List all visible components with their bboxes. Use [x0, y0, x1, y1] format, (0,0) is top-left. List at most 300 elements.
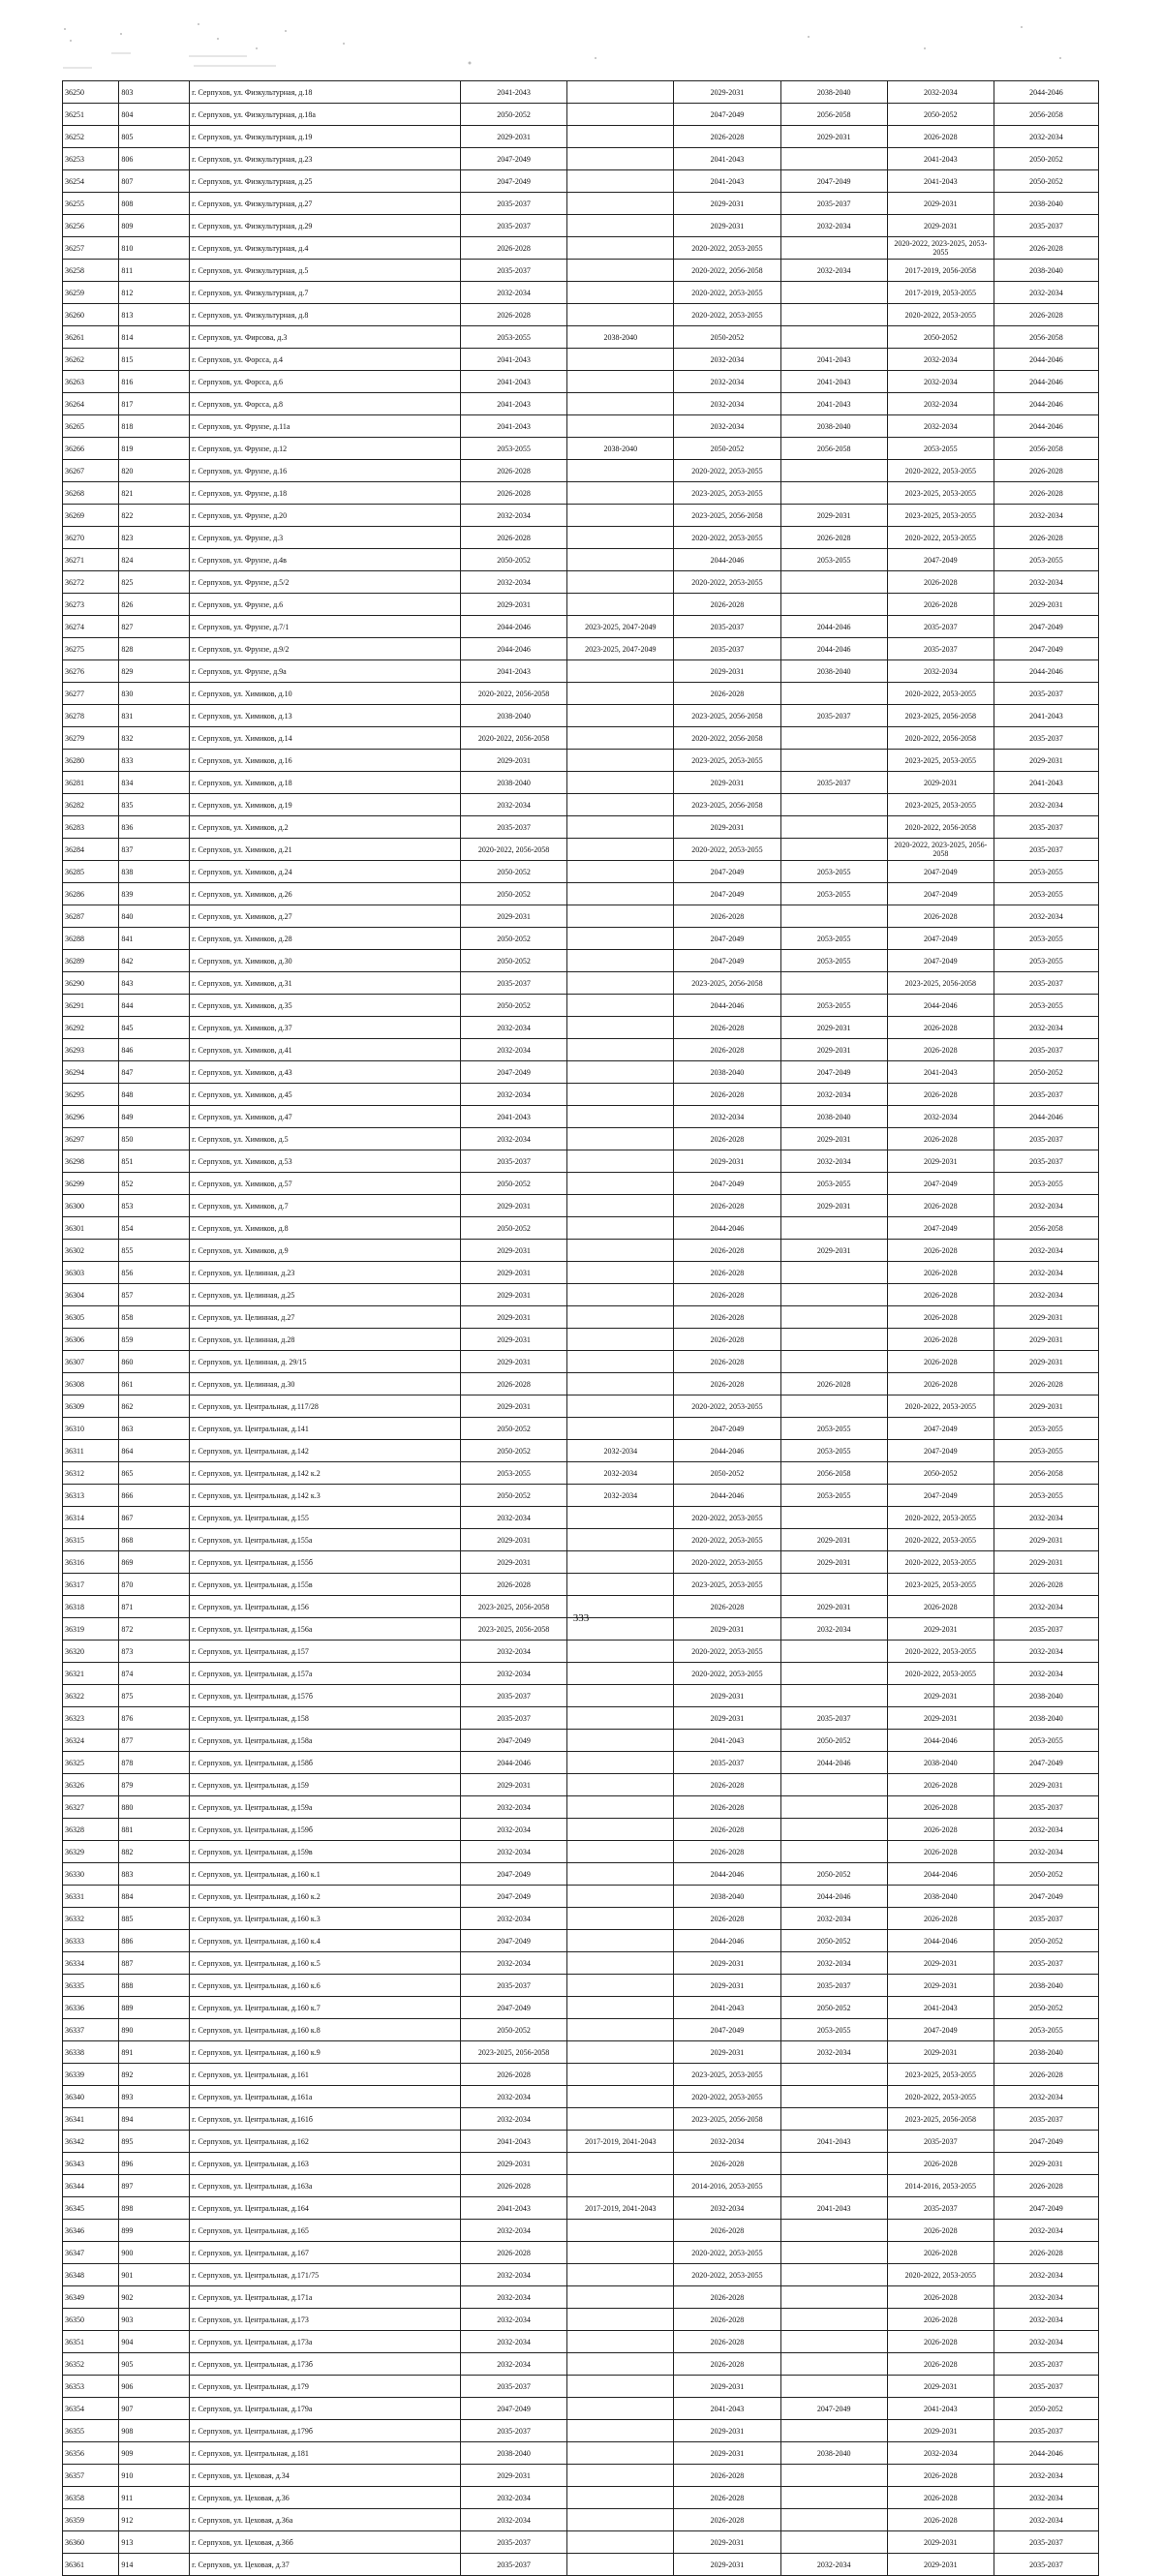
table-row — [63, 1262, 1099, 1284]
period-5-cell: 2029-2031 — [887, 772, 994, 794]
row-id-cell: 36261 — [63, 326, 119, 349]
period-5-cell: 2023-2025, 2053-2055 — [887, 2064, 994, 2086]
period-6-cell: 2026-2028 — [994, 2064, 1098, 2086]
address-cell: г. Серпухов, ул. Химиков, д.41 — [190, 1039, 461, 1061]
address-cell: г. Серпухов, ул. Химиков, д.35 — [190, 995, 461, 1017]
period-3-cell: 2026-2028 — [674, 2153, 780, 2175]
row-id-cell: 36297 — [63, 1128, 119, 1150]
period-2-cell — [567, 950, 674, 972]
period-2-cell — [567, 839, 674, 861]
table-row — [63, 594, 1099, 616]
period-3-cell: 2020-2022, 2053-2055 — [674, 282, 780, 304]
register-table-body — [63, 81, 1099, 2576]
row-number-cell: 889 — [119, 1997, 190, 2019]
address-cell: г. Серпухов, ул. Химиков, д.57 — [190, 1173, 461, 1195]
period-4-cell: 2053-2055 — [780, 995, 887, 1017]
period-6-cell: 2047-2049 — [994, 616, 1098, 638]
table-row — [63, 883, 1099, 905]
table-row — [63, 1240, 1099, 1262]
period-1-cell: 2029-2031 — [461, 1395, 567, 1418]
period-6-cell: 2050-2052 — [994, 170, 1098, 193]
row-id-cell: 36356 — [63, 2442, 119, 2465]
row-id-cell: 36323 — [63, 1707, 119, 1730]
period-2-cell — [567, 1507, 674, 1529]
period-6-cell: 2035-2037 — [994, 2108, 1098, 2131]
row-number-cell: 884 — [119, 1886, 190, 1908]
address-cell: г. Серпухов, ул. Химиков, д.30 — [190, 950, 461, 972]
row-id-cell: 36328 — [63, 1819, 119, 1841]
period-2-cell — [567, 549, 674, 571]
period-2-cell — [567, 1908, 674, 1930]
period-3-cell: 2047-2049 — [674, 950, 780, 972]
period-5-cell: 2032-2034 — [887, 2442, 994, 2465]
row-number-cell: 900 — [119, 2242, 190, 2264]
period-1-cell: 2032-2034 — [461, 2108, 567, 2131]
row-id-cell: 36254 — [63, 170, 119, 193]
period-1-cell: 2050-2052 — [461, 995, 567, 1017]
period-3-cell: 2029-2031 — [674, 2420, 780, 2442]
row-id-cell: 36321 — [63, 1663, 119, 1685]
table-row — [63, 2175, 1099, 2197]
period-6-cell: 2050-2052 — [994, 2398, 1098, 2420]
period-2-cell — [567, 2487, 674, 2509]
table-row — [63, 972, 1099, 995]
period-6-cell: 2026-2028 — [994, 237, 1098, 260]
period-1-cell: 2035-2037 — [461, 972, 567, 995]
period-3-cell: 2029-2031 — [674, 1707, 780, 1730]
period-5-cell: 2020-2022, 2056-2058 — [887, 727, 994, 750]
period-3-cell: 2023-2025, 2053-2055 — [674, 1574, 780, 1596]
row-number-cell: 812 — [119, 282, 190, 304]
period-5-cell: 2020-2022, 2053-2055 — [887, 1551, 994, 1574]
period-1-cell: 2050-2052 — [461, 1485, 567, 1507]
period-5-cell: 2029-2031 — [887, 1707, 994, 1730]
row-number-cell: 822 — [119, 505, 190, 527]
period-1-cell: 2029-2031 — [461, 2465, 567, 2487]
period-2-cell — [567, 705, 674, 727]
period-6-cell: 2053-2055 — [994, 928, 1098, 950]
period-1-cell: 2050-2052 — [461, 1418, 567, 1440]
row-number-cell: 818 — [119, 415, 190, 438]
period-1-cell: 2032-2034 — [461, 1039, 567, 1061]
period-2-cell — [567, 1262, 674, 1284]
row-id-cell: 36343 — [63, 2153, 119, 2175]
address-cell: г. Серпухов, ул. Целинная, д. 29/15 — [190, 1351, 461, 1373]
table-row — [63, 816, 1099, 839]
table-row — [63, 260, 1099, 282]
table-row — [63, 772, 1099, 794]
period-2-cell — [567, 2220, 674, 2242]
row-number-cell: 867 — [119, 1507, 190, 1529]
row-number-cell: 831 — [119, 705, 190, 727]
period-3-cell: 2020-2022, 2053-2055 — [674, 839, 780, 861]
period-3-cell: 2026-2028 — [674, 1819, 780, 1841]
address-cell: г. Серпухов, ул. Химиков, д.19 — [190, 794, 461, 816]
period-5-cell: 2029-2031 — [887, 1975, 994, 1997]
period-2-cell — [567, 1173, 674, 1195]
row-number-cell: 847 — [119, 1061, 190, 1084]
period-4-cell: 2038-2040 — [780, 1106, 887, 1128]
period-1-cell: 2032-2034 — [461, 1017, 567, 1039]
period-1-cell: 2050-2052 — [461, 950, 567, 972]
period-1-cell: 2050-2052 — [461, 104, 567, 126]
period-2-cell: 2023-2025, 2047-2049 — [567, 638, 674, 660]
period-2-cell — [567, 460, 674, 482]
address-cell: г. Серпухов, ул. Центральная, д.179 — [190, 2376, 461, 2398]
address-cell: г. Серпухов, ул. Фрунзе, д.18 — [190, 482, 461, 505]
period-4-cell: 2053-2055 — [780, 1485, 887, 1507]
row-number-cell: 843 — [119, 972, 190, 995]
period-2-cell — [567, 905, 674, 928]
address-cell: г. Серпухов, ул. Химиков, д.2 — [190, 816, 461, 839]
table-row — [63, 1930, 1099, 1952]
period-5-cell: 2029-2031 — [887, 2420, 994, 2442]
period-6-cell: 2038-2040 — [994, 1707, 1098, 1730]
period-2-cell — [567, 1886, 674, 1908]
address-cell: г. Серпухов, ул. Центральная, д.142 — [190, 1440, 461, 1462]
period-3-cell: 2050-2052 — [674, 438, 780, 460]
period-5-cell: 2029-2031 — [887, 2554, 994, 2576]
period-1-cell: 2029-2031 — [461, 1774, 567, 1796]
period-4-cell — [780, 2487, 887, 2509]
period-5-cell: 2023-2025, 2056-2058 — [887, 705, 994, 727]
period-1-cell: 2035-2037 — [461, 193, 567, 215]
period-3-cell: 2020-2022, 2056-2058 — [674, 260, 780, 282]
row-number-cell: 871 — [119, 1596, 190, 1618]
table-row — [63, 683, 1099, 705]
period-3-cell: 2029-2031 — [674, 81, 780, 104]
row-number-cell: 826 — [119, 594, 190, 616]
period-5-cell: 2035-2037 — [887, 2131, 994, 2153]
row-id-cell: 36288 — [63, 928, 119, 950]
address-cell: г. Серпухов, ул. Химиков, д.9 — [190, 1240, 461, 1262]
period-4-cell: 2032-2034 — [780, 215, 887, 237]
period-4-cell: 2044-2046 — [780, 1886, 887, 1908]
period-1-cell: 2032-2034 — [461, 2487, 567, 2509]
row-number-cell: 886 — [119, 1930, 190, 1952]
period-1-cell: 2050-2052 — [461, 883, 567, 905]
table-row — [63, 1886, 1099, 1908]
address-cell: г. Серпухов, ул. Центральная, д.141 — [190, 1418, 461, 1440]
row-id-cell: 36306 — [63, 1329, 119, 1351]
period-5-cell: 2023-2025, 2053-2055 — [887, 794, 994, 816]
period-4-cell: 2041-2043 — [780, 393, 887, 415]
period-6-cell: 2029-2031 — [994, 1529, 1098, 1551]
row-id-cell: 36309 — [63, 1395, 119, 1418]
period-4-cell: 2053-2055 — [780, 950, 887, 972]
address-cell: г. Серпухов, ул. Центральная, д.142 к.3 — [190, 1485, 461, 1507]
table-row — [63, 1997, 1099, 2019]
row-id-cell: 36284 — [63, 839, 119, 861]
period-5-cell: 2035-2037 — [887, 2197, 994, 2220]
period-6-cell: 2047-2049 — [994, 2197, 1098, 2220]
period-3-cell: 2029-2031 — [674, 2376, 780, 2398]
row-number-cell: 815 — [119, 349, 190, 371]
table-row — [63, 1975, 1099, 1997]
period-2-cell — [567, 2086, 674, 2108]
period-1-cell: 2041-2043 — [461, 371, 567, 393]
period-4-cell: 2053-2055 — [780, 1173, 887, 1195]
period-1-cell: 2032-2034 — [461, 2220, 567, 2242]
period-3-cell: 2044-2046 — [674, 1440, 780, 1462]
period-1-cell: 2032-2034 — [461, 2309, 567, 2331]
row-id-cell: 36272 — [63, 571, 119, 594]
address-cell: г. Серпухов, ул. Центральная, д.179а — [190, 2398, 461, 2420]
period-3-cell: 2026-2028 — [674, 1774, 780, 1796]
period-4-cell — [780, 2376, 887, 2398]
period-4-cell: 2044-2046 — [780, 1752, 887, 1774]
row-id-cell: 36292 — [63, 1017, 119, 1039]
row-id-cell: 36317 — [63, 1574, 119, 1596]
period-5-cell: 2041-2043 — [887, 2398, 994, 2420]
period-3-cell: 2044-2046 — [674, 1217, 780, 1240]
period-5-cell: 2035-2037 — [887, 638, 994, 660]
period-5-cell: 2026-2028 — [887, 1596, 994, 1618]
period-4-cell — [780, 326, 887, 349]
period-2-cell — [567, 816, 674, 839]
period-6-cell: 2029-2031 — [994, 1351, 1098, 1373]
period-6-cell: 2032-2034 — [994, 1195, 1098, 1217]
row-id-cell: 36354 — [63, 2398, 119, 2420]
table-row — [63, 2086, 1099, 2108]
period-5-cell: 2041-2043 — [887, 1061, 994, 1084]
period-6-cell: 2053-2055 — [994, 1173, 1098, 1195]
period-4-cell — [780, 1819, 887, 1841]
address-cell: г. Серпухов, ул. Фрунзе, д.4в — [190, 549, 461, 571]
row-number-cell: 849 — [119, 1106, 190, 1128]
period-6-cell: 2050-2052 — [994, 1930, 1098, 1952]
period-5-cell: 2026-2028 — [887, 1819, 994, 1841]
row-number-cell: 880 — [119, 1796, 190, 1819]
address-cell: г. Серпухов, ул. Центральная, д.158 — [190, 1707, 461, 1730]
period-4-cell — [780, 816, 887, 839]
period-6-cell: 2053-2055 — [994, 2019, 1098, 2041]
period-1-cell: 2032-2034 — [461, 1796, 567, 1819]
table-row — [63, 1084, 1099, 1106]
period-4-cell — [780, 2353, 887, 2376]
period-1-cell: 2026-2028 — [461, 527, 567, 549]
row-id-cell: 36335 — [63, 1975, 119, 1997]
period-1-cell: 2035-2037 — [461, 1707, 567, 1730]
period-3-cell: 2047-2049 — [674, 861, 780, 883]
table-row — [63, 1774, 1099, 1796]
period-1-cell: 2050-2052 — [461, 1173, 567, 1195]
period-1-cell: 2041-2043 — [461, 1106, 567, 1128]
period-3-cell: 2026-2028 — [674, 1039, 780, 1061]
address-cell: г. Серпухов, ул. Фрунзе, д.9/2 — [190, 638, 461, 660]
period-2-cell — [567, 683, 674, 705]
period-4-cell — [780, 2264, 887, 2286]
row-number-cell: 865 — [119, 1462, 190, 1485]
table-row — [63, 282, 1099, 304]
table-row — [63, 482, 1099, 505]
row-number-cell: 878 — [119, 1752, 190, 1774]
period-6-cell: 2035-2037 — [994, 1128, 1098, 1150]
address-cell: г. Серпухов, ул. Цеховая, д.37 — [190, 2554, 461, 2576]
period-3-cell: 2026-2028 — [674, 1796, 780, 1819]
address-cell: г. Серпухов, ул. Центральная, д.159а — [190, 1796, 461, 1819]
period-6-cell: 2038-2040 — [994, 260, 1098, 282]
period-1-cell: 2029-2031 — [461, 126, 567, 148]
period-6-cell: 2038-2040 — [994, 193, 1098, 215]
period-2-cell — [567, 1551, 674, 1574]
row-id-cell: 36331 — [63, 1886, 119, 1908]
address-cell: г. Серпухов, ул. Центральная, д.181 — [190, 2442, 461, 2465]
row-number-cell: 816 — [119, 371, 190, 393]
table-row — [63, 1952, 1099, 1975]
period-5-cell: 2026-2028 — [887, 1796, 994, 1819]
address-cell: г. Серпухов, ул. Физкультурная, д.4 — [190, 237, 461, 260]
period-3-cell: 2044-2046 — [674, 1930, 780, 1952]
row-id-cell: 36360 — [63, 2531, 119, 2554]
address-cell: г. Серпухов, ул. Фрунзе, д.11а — [190, 415, 461, 438]
period-6-cell: 2038-2040 — [994, 1975, 1098, 1997]
period-1-cell: 2020-2022, 2056-2058 — [461, 839, 567, 861]
row-id-cell: 36361 — [63, 2554, 119, 2576]
period-4-cell — [780, 1841, 887, 1863]
period-4-cell — [780, 2420, 887, 2442]
period-2-cell — [567, 1106, 674, 1128]
row-id-cell: 36349 — [63, 2286, 119, 2309]
table-row — [63, 438, 1099, 460]
period-5-cell: 2020-2022, 2056-2058 — [887, 816, 994, 839]
period-6-cell: 2050-2052 — [994, 1997, 1098, 2019]
period-2-cell — [567, 571, 674, 594]
row-id-cell: 36283 — [63, 816, 119, 839]
period-4-cell — [780, 2064, 887, 2086]
period-6-cell: 2032-2034 — [994, 282, 1098, 304]
row-id-cell: 36313 — [63, 1485, 119, 1507]
period-3-cell: 2044-2046 — [674, 1485, 780, 1507]
period-6-cell: 2044-2046 — [994, 415, 1098, 438]
address-cell: г. Серпухов, ул. Химиков, д.26 — [190, 883, 461, 905]
period-2-cell — [567, 1663, 674, 1685]
period-5-cell: 2023-2025, 2056-2058 — [887, 972, 994, 995]
row-id-cell: 36282 — [63, 794, 119, 816]
row-id-cell: 36279 — [63, 727, 119, 750]
address-cell: г. Серпухов, ул. Центральная, д.160 к.9 — [190, 2041, 461, 2064]
address-cell: г. Серпухов, ул. Фрунзе, д.5/2 — [190, 571, 461, 594]
period-1-cell: 2032-2034 — [461, 2353, 567, 2376]
table-row — [63, 304, 1099, 326]
period-6-cell: 2032-2034 — [994, 505, 1098, 527]
period-1-cell: 2041-2043 — [461, 660, 567, 683]
address-cell: г. Серпухов, ул. Физкультурная, д.29 — [190, 215, 461, 237]
row-number-cell: 907 — [119, 2398, 190, 2420]
period-5-cell: 2017-2019, 2056-2058 — [887, 260, 994, 282]
row-id-cell: 36314 — [63, 1507, 119, 1529]
address-cell: г. Серпухов, ул. Фрунзе, д.6 — [190, 594, 461, 616]
row-number-cell: 879 — [119, 1774, 190, 1796]
period-2-cell — [567, 2242, 674, 2264]
period-2-cell — [567, 1351, 674, 1373]
period-5-cell: 2047-2049 — [887, 549, 994, 571]
period-4-cell: 2053-2055 — [780, 2019, 887, 2041]
address-cell: г. Серпухов, ул. Центральная, д.159б — [190, 1819, 461, 1841]
period-4-cell — [780, 794, 887, 816]
period-4-cell — [780, 2286, 887, 2309]
period-3-cell: 2038-2040 — [674, 1886, 780, 1908]
period-5-cell: 2020-2022, 2053-2055 — [887, 1663, 994, 1685]
period-2-cell — [567, 772, 674, 794]
period-3-cell: 2023-2025, 2053-2055 — [674, 482, 780, 505]
row-id-cell: 36352 — [63, 2353, 119, 2376]
period-5-cell: 2026-2028 — [887, 2309, 994, 2331]
period-3-cell: 2029-2031 — [674, 193, 780, 215]
table-row — [63, 2331, 1099, 2353]
period-6-cell: 2047-2049 — [994, 1886, 1098, 1908]
row-number-cell: 828 — [119, 638, 190, 660]
period-4-cell: 2035-2037 — [780, 193, 887, 215]
period-6-cell: 2029-2031 — [994, 2153, 1098, 2175]
period-1-cell: 2032-2034 — [461, 1641, 567, 1663]
row-id-cell: 36298 — [63, 1150, 119, 1173]
period-4-cell: 2053-2055 — [780, 549, 887, 571]
period-3-cell: 2020-2022, 2053-2055 — [674, 2086, 780, 2108]
period-2-cell — [567, 1195, 674, 1217]
row-id-cell: 36293 — [63, 1039, 119, 1061]
period-1-cell: 2029-2031 — [461, 1329, 567, 1351]
period-4-cell: 2038-2040 — [780, 81, 887, 104]
period-4-cell — [780, 304, 887, 326]
address-cell: г. Серпухов, ул. Центральная, д.155а — [190, 1529, 461, 1551]
period-2-cell — [567, 2064, 674, 2086]
row-id-cell: 36300 — [63, 1195, 119, 1217]
row-number-cell: 803 — [119, 81, 190, 104]
period-3-cell: 2026-2028 — [674, 1306, 780, 1329]
row-number-cell: 809 — [119, 215, 190, 237]
row-id-cell: 36268 — [63, 482, 119, 505]
row-number-cell: 844 — [119, 995, 190, 1017]
period-4-cell: 2029-2031 — [780, 1017, 887, 1039]
row-number-cell: 806 — [119, 148, 190, 170]
period-6-cell: 2029-2031 — [994, 1551, 1098, 1574]
row-number-cell: 845 — [119, 1017, 190, 1039]
period-1-cell: 2032-2034 — [461, 794, 567, 816]
period-6-cell: 2053-2055 — [994, 950, 1098, 972]
period-2-cell — [567, 1975, 674, 1997]
period-4-cell: 2029-2031 — [780, 1128, 887, 1150]
table-row — [63, 1485, 1099, 1507]
period-4-cell: 2041-2043 — [780, 2131, 887, 2153]
period-1-cell: 2047-2049 — [461, 1886, 567, 1908]
period-1-cell: 2038-2040 — [461, 705, 567, 727]
row-id-cell: 36280 — [63, 750, 119, 772]
row-number-cell: 914 — [119, 2554, 190, 2576]
period-6-cell: 2038-2040 — [994, 1685, 1098, 1707]
period-3-cell: 2023-2025, 2056-2058 — [674, 705, 780, 727]
period-4-cell — [780, 839, 887, 861]
row-id-cell: 36319 — [63, 1618, 119, 1641]
period-1-cell: 2035-2037 — [461, 816, 567, 839]
period-4-cell: 2029-2031 — [780, 1039, 887, 1061]
period-6-cell: 2035-2037 — [994, 2531, 1098, 2554]
row-id-cell: 36277 — [63, 683, 119, 705]
period-4-cell — [780, 683, 887, 705]
period-5-cell: 2026-2028 — [887, 1084, 994, 1106]
period-3-cell: 2026-2028 — [674, 2465, 780, 2487]
address-cell: г. Серпухов, ул. Физкультурная, д.18 — [190, 81, 461, 104]
period-6-cell: 2056-2058 — [994, 1462, 1098, 1485]
period-6-cell: 2035-2037 — [994, 2353, 1098, 2376]
period-6-cell: 2035-2037 — [994, 839, 1098, 861]
address-cell: г. Серпухов, ул. Физкультурная, д.23 — [190, 148, 461, 170]
period-4-cell — [780, 905, 887, 928]
period-4-cell — [780, 2108, 887, 2131]
address-cell: г. Серпухов, ул. Центральная, д.164 — [190, 2197, 461, 2220]
row-id-cell: 36305 — [63, 1306, 119, 1329]
period-3-cell: 2026-2028 — [674, 1329, 780, 1351]
